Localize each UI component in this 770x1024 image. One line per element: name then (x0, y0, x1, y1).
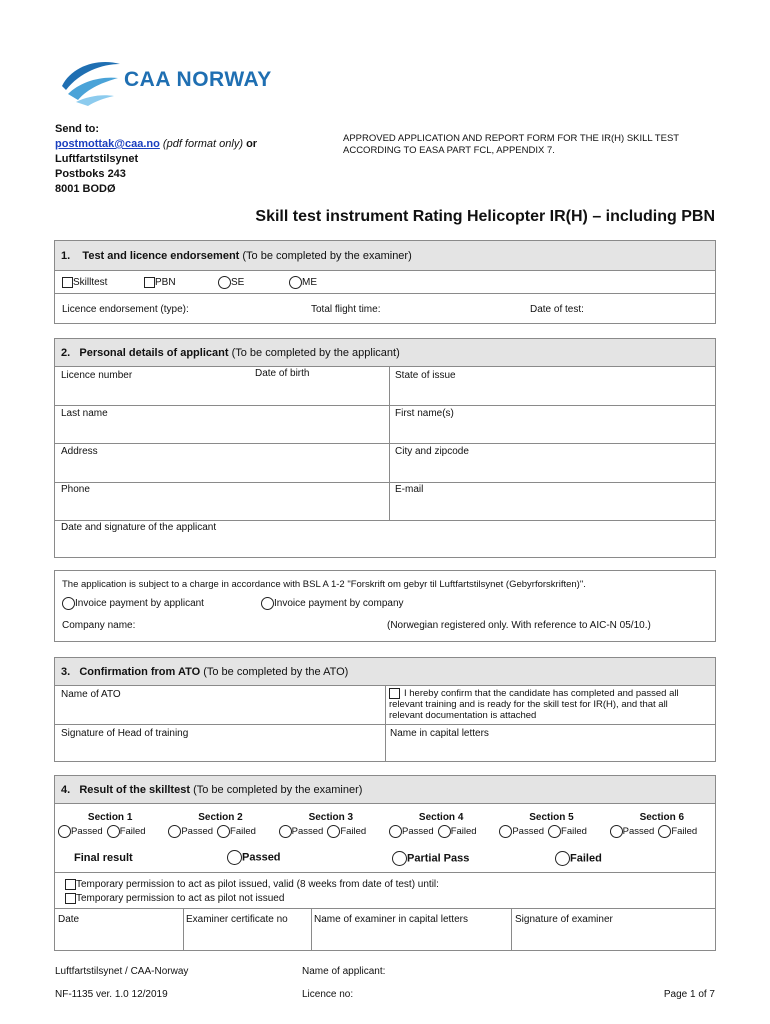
section-failed-label: Failed (230, 826, 256, 838)
sections-row (55, 812, 715, 846)
examiner-name-label: Name of examiner in capital letters (314, 914, 468, 925)
se-radio[interactable] (218, 276, 231, 289)
section-passed-label: Passed (291, 826, 324, 838)
section-passed-radio[interactable] (610, 825, 623, 838)
company-note: (Norwegian registered only. With reference to AIC-N 05/10.) (387, 620, 651, 631)
section-3-box (54, 657, 716, 762)
section-passed-radio[interactable] (389, 825, 402, 838)
last-name-label: Last name (61, 408, 108, 419)
result-section-title: Section 4 (418, 812, 464, 823)
final-failed-option[interactable]: Failed (555, 851, 602, 866)
examiner-signature-label: Signature of examiner (515, 914, 613, 925)
result-section-title: Section 6 (639, 812, 685, 823)
email-label: E-mail (395, 484, 424, 495)
email-note: (pdf format only) (162, 138, 244, 150)
address-line-2: Postboks 243 (55, 168, 126, 180)
section-failed-radio[interactable] (217, 825, 230, 838)
total-flight-time-label: Total flight time: (311, 304, 381, 315)
temp-issued-option[interactable]: Temporary permission to act as pilot issued, valid (8 weeks from date of test) until: (65, 879, 439, 890)
final-partial-radio[interactable] (392, 851, 407, 866)
address-line-3: 8001 BODØ (55, 183, 116, 195)
final-passed-option[interactable]: Passed (227, 850, 281, 865)
date-signature-label: Date and signature of the applicant (61, 522, 217, 533)
invoice-applicant-option[interactable]: Invoice payment by applicant (62, 597, 204, 610)
section-passed-option[interactable] (610, 826, 655, 837)
name-of-ato-label: Name of ATO (61, 689, 121, 700)
state-of-issue-label: State of issue (395, 370, 456, 381)
section-failed-radio[interactable] (548, 825, 561, 838)
section-passed-label: Passed (402, 826, 434, 838)
section-failed-option[interactable] (438, 826, 477, 837)
me-option[interactable]: ME (289, 276, 317, 289)
result-section-options (279, 825, 367, 838)
date-of-test-label: Date of test: (530, 304, 584, 315)
email-link[interactable]: postmottak@caa.no (55, 138, 160, 150)
section-passed-label: Passed (181, 826, 214, 838)
footer-org: Luftfartstilsynet / CAA-Norway (55, 966, 189, 977)
skilltest-checkbox[interactable] (62, 277, 73, 288)
section-3-title: 3. Confirmation from ATO (To be completed by the ATO) (61, 666, 349, 678)
or-text: or (246, 138, 258, 150)
final-partial-option[interactable]: Partial Pass (392, 851, 469, 866)
section-failed-label: Failed (561, 826, 587, 838)
caa-logo-text: CAA NORWAY (124, 68, 272, 91)
caa-logo (58, 56, 278, 106)
section-failed-radio[interactable] (658, 825, 671, 838)
result-section-options (610, 825, 698, 838)
footer-licence-no: Licence no: (302, 989, 354, 1000)
result-section-options (389, 825, 477, 838)
me-radio[interactable] (289, 276, 302, 289)
footer-form-version: NF-1135 ver. 1.0 12/2019 (55, 989, 168, 1000)
final-result-label: Final result (74, 852, 133, 864)
section-failed-option[interactable] (548, 826, 587, 837)
address-label: Address (61, 446, 98, 457)
final-failed-radio[interactable] (555, 851, 570, 866)
section-4-title: 4. Result of the skilltest (To be completed by the examiner) (61, 784, 363, 796)
section-passed-label: Passed (622, 826, 655, 838)
examiner-cert-label: Examiner certificate no (186, 914, 288, 925)
result-section-4 (386, 812, 496, 846)
section-passed-label: Passed (71, 826, 103, 838)
date-of-birth-label: Date of birth (255, 368, 310, 379)
section-passed-option[interactable] (168, 826, 213, 837)
section-passed-radio[interactable] (58, 825, 71, 838)
result-section-3 (276, 812, 386, 846)
page-title: Skill test instrument Rating Helicopter IR(H) – including PBN (255, 208, 715, 225)
payment-text: The application is subject to a charge in accordance with BSL A 1-2 "Forskrift om gebyr til Luftfartstilsynet (Gebyrforskriften)". (62, 579, 586, 590)
section-failed-radio[interactable] (438, 825, 451, 838)
section-failed-label: Failed (119, 826, 146, 838)
section-2-box (54, 338, 716, 558)
section-passed-radio[interactable] (499, 825, 512, 838)
result-section-1 (55, 812, 165, 846)
ato-confirm[interactable]: I hereby confirm that the candidate has completed and passed all relevant training and is ready for the skill test for IR(H), and that all relevant documentation is attached (389, 688, 679, 722)
section-2-title: 2. Personal details of applicant (To be completed by the applicant) (61, 347, 400, 359)
section-passed-option[interactable] (499, 826, 544, 837)
footer-name-applicant: Name of applicant: (302, 966, 386, 977)
result-section-title: Section 3 (308, 812, 354, 823)
result-section-options (168, 825, 256, 838)
result-section-title: Section 5 (529, 812, 574, 823)
pbn-option[interactable]: PBN (144, 277, 176, 288)
invoice-applicant-radio[interactable] (62, 597, 75, 610)
section-passed-radio[interactable] (279, 825, 292, 838)
footer-page-number: Page 1 of 7 (663, 989, 715, 1000)
invoice-company-radio[interactable] (261, 597, 274, 610)
caa-logo-mark-icon (58, 56, 124, 106)
final-passed-radio[interactable] (227, 850, 242, 865)
section-failed-option[interactable] (327, 826, 366, 837)
section-failed-option[interactable] (217, 826, 256, 837)
section-failed-radio[interactable] (107, 825, 120, 838)
address-line-1: Luftfartstilsynet (55, 153, 139, 165)
result-section-5 (496, 812, 606, 846)
section-passed-label: Passed (512, 826, 545, 838)
section-passed-option[interactable] (58, 826, 103, 837)
skilltest-option[interactable]: Skilltest (62, 277, 107, 288)
result-section-options (499, 825, 587, 838)
phone-label: Phone (61, 484, 90, 495)
section-failed-option[interactable] (658, 826, 697, 837)
section-1-box (54, 240, 716, 324)
city-zip-label: City and zipcode (395, 446, 469, 457)
section-failed-radio[interactable] (327, 825, 340, 838)
section-failed-option[interactable] (107, 826, 146, 837)
name-capital-label: Name in capital letters (390, 728, 489, 739)
section-1-title: 1. Test and licence endorsement (To be completed by the examiner) (61, 250, 412, 262)
invoice-company-option[interactable]: Invoice payment by company (261, 597, 404, 610)
section-failed-label: Failed (450, 826, 477, 838)
temp-not-issued-checkbox[interactable] (65, 893, 76, 904)
send-to-block (55, 122, 257, 197)
result-section-title: Section 1 (87, 812, 133, 823)
se-option[interactable]: SE (218, 276, 244, 289)
section-failed-label: Failed (671, 826, 698, 838)
result-section-options (58, 825, 146, 838)
signature-head-label: Signature of Head of training (61, 728, 189, 739)
first-names-label: First name(s) (395, 408, 454, 419)
section-4-box (54, 775, 716, 951)
send-to-label: Send to: (55, 123, 99, 135)
section-passed-option[interactable] (389, 826, 434, 837)
section-passed-option[interactable] (279, 826, 324, 837)
licence-number-label: Licence number (61, 370, 133, 381)
result-section-6 (607, 812, 717, 846)
ato-confirm-checkbox[interactable] (389, 688, 400, 699)
temp-not-issued-option[interactable]: Temporary permission to act as pilot not issued (65, 893, 284, 904)
result-section-2 (165, 812, 275, 846)
result-section-title: Section 2 (198, 812, 243, 823)
section-failed-label: Failed (340, 826, 367, 838)
temp-issued-checkbox[interactable] (65, 879, 76, 890)
company-name-label: Company name: (62, 620, 136, 631)
payment-box (54, 570, 716, 642)
approved-text: APPROVED APPLICATION AND REPORT FORM FOR THE IR(H) SKILL TEST ACCORDING TO EASA PART FCL, APPENDIX 7. (343, 133, 680, 156)
date-label: Date (58, 914, 80, 925)
pbn-checkbox[interactable] (144, 277, 155, 288)
section-passed-radio[interactable] (168, 825, 181, 838)
licence-endorsement-label: Licence endorsement (type): (62, 304, 189, 315)
